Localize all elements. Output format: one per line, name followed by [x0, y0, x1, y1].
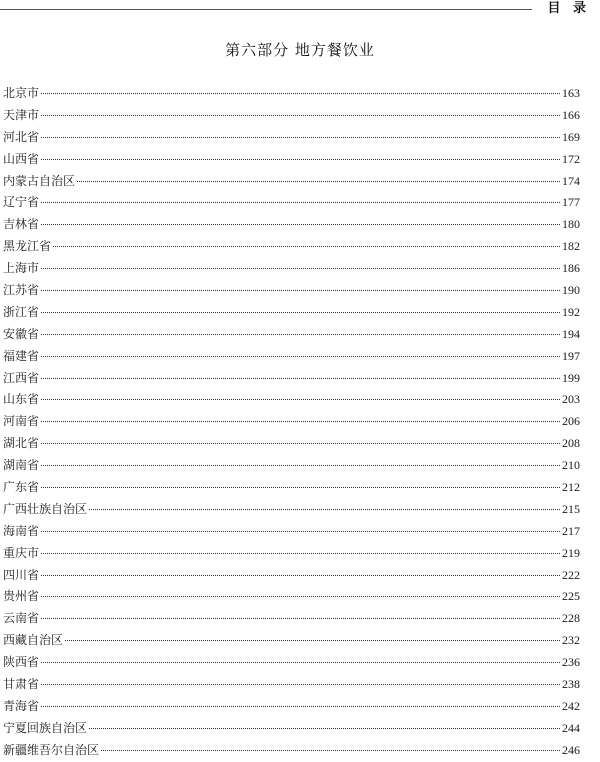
toc-entry-page: 197 [562, 348, 580, 363]
toc-entry-page: 244 [562, 720, 580, 735]
toc-leader-dots [41, 334, 560, 335]
toc-entry-page: 163 [562, 86, 580, 100]
toc-entry[interactable] [3, 389, 580, 411]
toc-entry-name: 内蒙古自治区 [3, 173, 76, 188]
toc-entry-page: 203 [562, 392, 580, 407]
toc-entry-name: 江西省 [3, 370, 40, 385]
toc-leader-dots [53, 246, 560, 247]
toc-entry-name: 山西省 [3, 151, 40, 166]
toc-entry[interactable] [3, 105, 580, 127]
toc-entry-page: 222 [562, 567, 580, 582]
toc-entry-page: 236 [562, 655, 580, 670]
toc-entry-page: 219 [562, 545, 580, 560]
toc-entry-page: 177 [562, 195, 580, 210]
toc-entry-page: 232 [562, 633, 580, 648]
toc-entry[interactable] [3, 302, 580, 324]
toc-entry-name: 广西壮族自治区 [3, 501, 88, 516]
toc-entry[interactable] [3, 324, 580, 346]
toc-entry-page: 212 [562, 480, 580, 495]
toc-leader-dots [41, 596, 560, 597]
toc-entry[interactable] [3, 586, 580, 608]
toc-entry[interactable] [3, 171, 580, 193]
toc-entry-page: 242 [562, 698, 580, 713]
toc-entry-name: 辽宁省 [3, 195, 40, 210]
toc-leader-dots [41, 575, 560, 576]
toc-entry[interactable] [3, 258, 580, 280]
toc-entry-page: 192 [562, 304, 580, 319]
toc-entry-name: 海南省 [3, 523, 40, 538]
toc-entry-name: 甘肃省 [3, 677, 40, 692]
toc-entry[interactable] [3, 630, 580, 652]
toc-entry-name: 浙江省 [3, 304, 40, 319]
toc-entry[interactable] [3, 433, 580, 455]
toc-entry[interactable] [3, 411, 580, 433]
toc-leader-dots [41, 268, 560, 269]
toc-leader-dots [41, 378, 560, 379]
toc-entry[interactable] [3, 652, 580, 674]
toc-entry-page: 217 [562, 523, 580, 538]
toc-entry-page: 169 [562, 129, 580, 144]
toc-entry[interactable] [3, 346, 580, 368]
toc-entry-page: 210 [562, 458, 580, 473]
toc-entry[interactable] [3, 127, 580, 149]
toc-entry[interactable] [3, 608, 580, 630]
toc-entry[interactable] [3, 280, 580, 302]
toc-entry[interactable] [3, 696, 580, 718]
toc-entry[interactable] [3, 499, 580, 521]
toc-leader-dots [41, 421, 560, 422]
toc-entry[interactable] [3, 214, 580, 236]
toc-leader-dots [41, 443, 560, 444]
toc-entry-page: 174 [562, 173, 580, 188]
toc-entry-name: 山东省 [3, 392, 40, 407]
toc-leader-dots [89, 509, 560, 510]
toc-entry-page: 228 [562, 611, 580, 626]
header-label: 目 录 [547, 1, 590, 16]
toc-entry-name: 吉林省 [3, 217, 40, 232]
toc-entry-page: 206 [562, 414, 580, 429]
toc-leader-dots [41, 618, 560, 619]
toc-entry[interactable] [3, 192, 580, 214]
toc-entry-name: 江苏省 [3, 283, 40, 298]
toc-entry-name: 上海市 [3, 261, 40, 276]
toc-leader-dots [41, 115, 560, 116]
toc-entry[interactable] [3, 740, 580, 762]
toc-leader-dots [41, 706, 560, 707]
toc-entry-name: 黑龙江省 [3, 239, 52, 254]
toc-leader-dots [41, 202, 560, 203]
toc-entry-page: 194 [562, 326, 580, 341]
toc-entry-name: 湖北省 [3, 436, 40, 451]
toc-leader-dots [89, 728, 560, 729]
toc-leader-dots [41, 662, 560, 663]
toc-entry-page: 225 [562, 589, 580, 604]
toc-entry-page: 166 [562, 107, 580, 122]
toc-entry-name: 河北省 [3, 129, 40, 144]
toc-entry-name: 广东省 [3, 480, 40, 495]
toc-entry-page: 180 [562, 217, 580, 232]
toc-entry-page: 199 [562, 370, 580, 385]
toc-entry-name: 西藏自治区 [3, 633, 64, 648]
toc-entry-name: 天津市 [3, 107, 40, 122]
toc-entry[interactable] [3, 455, 580, 477]
toc-leader-dots [41, 465, 560, 466]
toc-entry[interactable] [3, 149, 580, 171]
toc-entry-name: 陕西省 [3, 655, 40, 670]
toc-entry-name: 四川省 [3, 567, 40, 582]
toc-leader-dots [41, 312, 560, 313]
toc-list [3, 83, 580, 762]
toc-entry[interactable] [3, 477, 580, 499]
header-rule [0, 9, 532, 10]
toc-entry-page: 172 [562, 151, 580, 166]
toc-entry[interactable] [3, 718, 580, 740]
toc-entry-page: 190 [562, 283, 580, 298]
toc-entry-page: 238 [562, 677, 580, 692]
toc-entry-name: 重庆市 [3, 545, 40, 560]
toc-entry-page: 246 [562, 742, 580, 757]
toc-entry-name: 贵州省 [3, 589, 40, 604]
toc-leader-dots [41, 93, 560, 94]
toc-leader-dots [41, 684, 560, 685]
toc-leader-dots [41, 290, 560, 291]
toc-entry-page: 186 [562, 261, 580, 276]
toc-entry[interactable] [3, 674, 580, 696]
toc-leader-dots [41, 159, 560, 160]
toc-entry[interactable] [3, 368, 580, 390]
toc-entry[interactable] [3, 565, 580, 587]
toc-leader-dots [101, 750, 560, 751]
toc-leader-dots [41, 553, 560, 554]
toc-entry-name: 湖南省 [3, 458, 40, 473]
toc-entry-name: 云南省 [3, 611, 40, 626]
toc-entry-name: 安徽省 [3, 326, 40, 341]
toc-leader-dots [41, 487, 560, 488]
toc-entry[interactable] [3, 543, 580, 565]
toc-leader-dots [41, 224, 560, 225]
toc-leader-dots [41, 531, 560, 532]
toc-entry-page: 208 [562, 436, 580, 451]
toc-leader-dots [77, 181, 560, 182]
toc-leader-dots [41, 356, 560, 357]
toc-entry-page: 215 [562, 501, 580, 516]
toc-entry-name: 青海省 [3, 698, 40, 713]
toc-entry[interactable] [3, 236, 580, 258]
toc-leader-dots [65, 640, 560, 641]
toc-entry[interactable] [3, 521, 580, 543]
toc-leader-dots [41, 137, 560, 138]
section-title: 第六部分 地方餐饮业 [225, 41, 375, 59]
toc-entry-page: 182 [562, 239, 580, 254]
toc-entry-name: 宁夏回族自治区 [3, 720, 88, 735]
toc-leader-dots [41, 399, 560, 400]
toc-entry[interactable] [3, 83, 580, 105]
toc-entry-name: 河南省 [3, 414, 40, 429]
toc-entry-name: 北京市 [3, 86, 40, 100]
toc-entry-name: 新疆维吾尔自治区 [3, 742, 100, 757]
toc-entry-name: 福建省 [3, 348, 40, 363]
